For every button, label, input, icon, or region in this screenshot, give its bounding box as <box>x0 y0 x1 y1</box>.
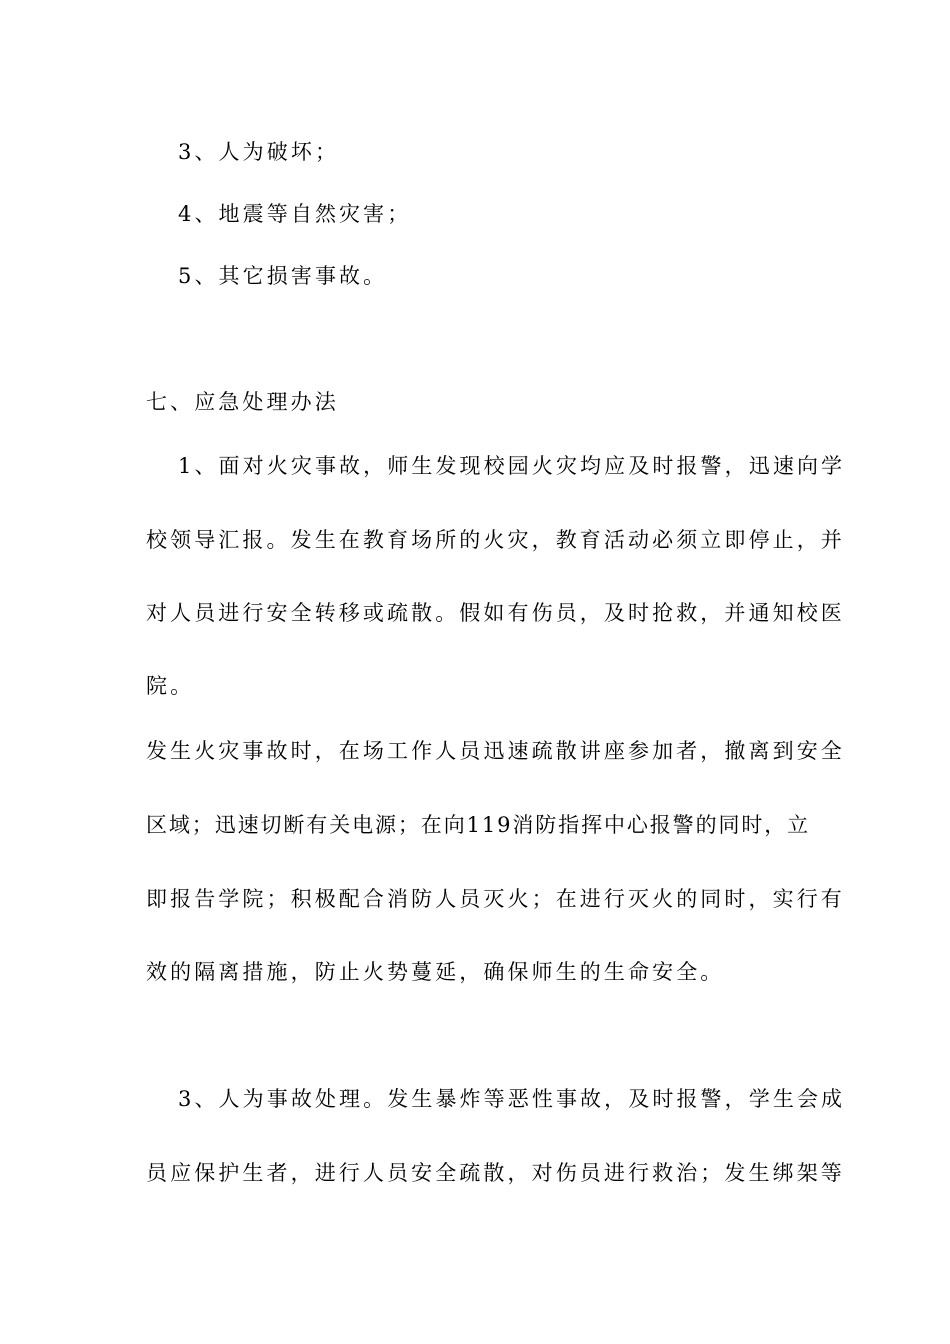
paragraph-2-line-2: 区域；迅速切断有关电源；在向119消防指挥中心报警的同时，立 <box>146 813 811 837</box>
paragraph-1-line-1: 1、面对火灾事故，师生发现校园火灾均应及时报警，迅速向学 <box>178 454 846 478</box>
paragraph-1-line-4: 院。 <box>146 674 195 698</box>
paragraph-1-line-3: 对人员进行安全转移或疏散。假如有伤员，及时抢救，并通知校医 <box>146 601 845 625</box>
list-item-3: 3、人为破坏； <box>178 140 340 164</box>
paragraph-2-line-3: 即报告学院；积极配合消防人员灭火；在进行灭火的同时，实行有 <box>146 887 845 911</box>
paragraph-3-line-1: 3、人为事故处理。发生暴炸等恶性事故，及时报警，学生会成 <box>178 1087 846 1111</box>
list-item-5: 5、其它损害事故。 <box>178 264 388 288</box>
paragraph-1-line-2: 校领导汇报。发生在教育场所的火灾，教育活动必须立即停止，并 <box>146 528 845 552</box>
paragraph-3-line-2: 员应保护生者，进行人员安全疏散，对伤员进行救治；发生绑架等 <box>146 1161 845 1185</box>
list-item-4: 4、地震等自然灾害； <box>178 202 412 226</box>
section-heading: 七、应急处理办法 <box>146 390 339 414</box>
paragraph-2-line-1: 发生火灾事故时，在场工作人员迅速疏散讲座参加者，撤离到安全 <box>146 739 845 763</box>
paragraph-2-line-4: 效的隔离措施，防止火势蔓延，确保师生的生命安全。 <box>146 960 725 984</box>
